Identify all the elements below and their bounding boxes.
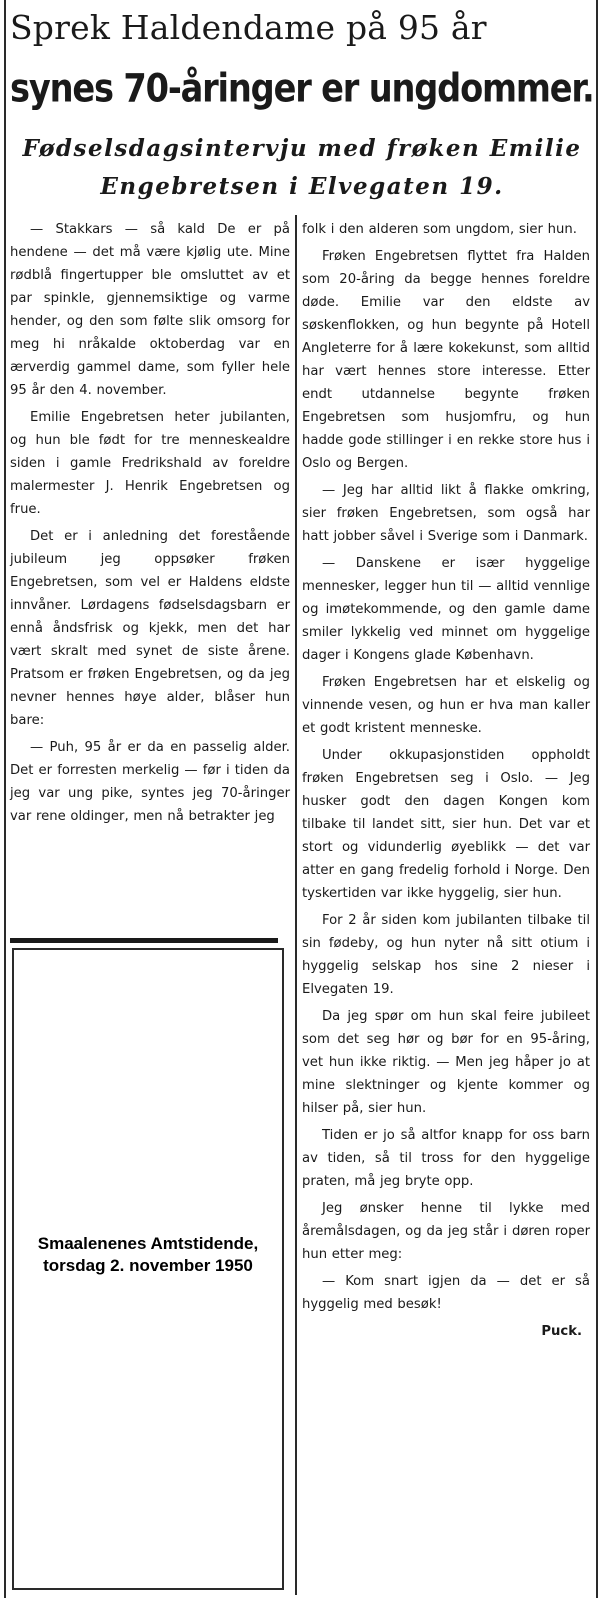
article-column-right xyxy=(302,218,590,1347)
source-caption xyxy=(14,1233,282,1277)
paragraph: — Kom snart igjen da — det er så hyggelig med besøk! xyxy=(302,1274,590,1312)
caption-line-2: torsdag 2. november 1950 xyxy=(43,1256,253,1275)
author-signature: Puck. xyxy=(541,1324,582,1339)
paragraph: Det er i anledning det forestående jubileum jeg oppsøker frøken Engebretsen, som vel er Haldens eldste innvåner. Lørdagens fødselsdagsbarn er ennå åndsfrisk og kjekk, men det har vært skralt med synet de siste årene. Pratsom er frøken Engebretsen, og da jeg nevner hennes høye alder, blåser hun bare: xyxy=(10,529,290,728)
paragraph: — Stakkars — så kald De er på hendene — det må være kjølig ute. Mine rødblå fingertupper ble omsluttet av et par spinkle, gjennemsiktige og varme hender, og den som følte slik omsorg for meg hi nråkalde oktoberdag var en ærverdig gammel dame, som fyller hele 95 år den 4. november. xyxy=(10,222,290,398)
paragraph: Frøken Engebretsen har et elskelig og vinnende vesen, og hun er hva man kaller et godt kristent menneske. xyxy=(302,675,590,736)
paragraph: Emilie Engebretsen heter jubilanten, og hun ble født for tre menneskealdre siden i gamle Fredrikshald av foreldre malermester J. Henrik Engebretsen og frue. xyxy=(10,410,290,517)
article-column-left xyxy=(10,218,290,832)
paragraph: — Puh, 95 år er da en passelig alder. Det er forresten merkelig — før i tiden da jeg var ung pike, syntes jeg 70-åringer var rene oldinger, men nå betrakter jeg xyxy=(10,740,290,824)
caption-box xyxy=(12,948,284,1590)
page-border-left xyxy=(4,0,6,1598)
paragraph: — Danskene er især hyggelige mennesker, legger hun til — alltid vennlige og imøtekommende, og den gamle dame smiler lykkelig ved minnet om hyggelige dager i Kongens glade København. xyxy=(302,556,590,663)
subheadline-line-1: Fødselsdagsintervju med frøken Emilie xyxy=(22,135,582,162)
paragraph: — Jeg har alltid likt å flakke omkring, sier frøken Engebretsen, som også har hatt jobber såvel i Sverige som i Danmark. xyxy=(302,483,590,544)
page-border-right xyxy=(596,0,598,1598)
caption-line-1: Smaalenenes Amtstidende, xyxy=(37,1234,259,1253)
paragraph: folk i den alderen som ungdom, sier hun. xyxy=(302,222,577,237)
section-rule xyxy=(10,938,278,943)
paragraph: Tiden er jo så altfor knapp for oss barn av tiden, så til tross for den hyggelige praten, må jeg bryte opp. xyxy=(302,1128,590,1189)
column-divider xyxy=(295,215,297,1595)
paragraph: Jeg ønsker henne til lykke med åremålsdagen, og da jeg står i døren roper hun etter meg: xyxy=(302,1201,590,1262)
headline-line-1: Sprek Haldendame på 95 år xyxy=(10,8,487,47)
subheadline-line-2: Engebretsen i Elvegaten 19. xyxy=(100,173,504,200)
paragraph: For 2 år siden kom jubilanten tilbake til sin fødeby, og hun nyter nå sitt otium i hyggelig selskap hos sine 2 nieser i Elvegaten 19. xyxy=(302,913,590,997)
paragraph: Da jeg spør om hun skal feire jubileet som det seg hør og bør for en 95-åring, vet hun ikke riktig. — Men jeg håper jo at mine slektninger og kjente kommer og hilser på, sier hun. xyxy=(302,1009,590,1116)
paragraph: Frøken Engebretsen flyttet fra Halden som 20-åring da begge hennes foreldre døde. Emilie var den eldste av søskenflokken, og hun begynte på Hotell Angleterre for å lære kokekunst, som alltid har vært hennes store interesse. Etter endt utdannelse begynte frøken Engebretsen som husjomfru, og hun hadde gode stillinger i en rekke store hus i Oslo og Bergen. xyxy=(302,249,590,471)
headline-line-2: synes 70-åringer er ungdommer. xyxy=(10,66,594,112)
paragraph: Under okkupasjonstiden oppholdt frøken Engebretsen seg i Oslo. — Jeg husker godt den dagen Kongen kom tilbake til landet sitt, sier hun. Det var et stort og vidunderlig øyeblikk — det var atter en gang fredelig forhold i Norge. Den tyskertiden var ikke hyggelig, sier hun. xyxy=(302,748,590,901)
